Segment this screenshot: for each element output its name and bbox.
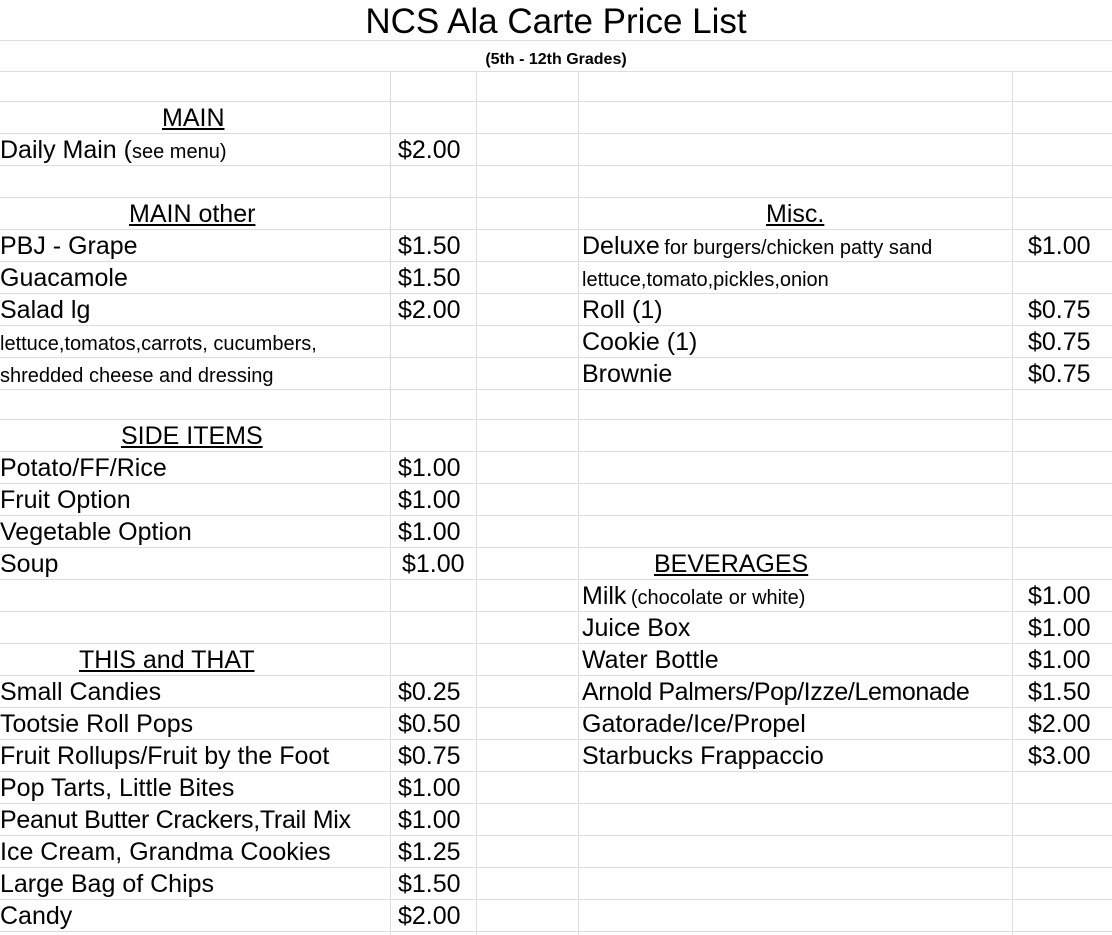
item-note: see menu) xyxy=(131,141,227,163)
grid-line xyxy=(0,835,1112,836)
item-note: (chocolate or white) xyxy=(630,587,806,609)
section-header-side-items: SIDE ITEMS xyxy=(121,422,263,450)
item-price: $1.00 xyxy=(398,454,461,482)
item-name: Daily Main ( xyxy=(0,136,132,164)
grid-line xyxy=(0,899,1112,900)
grid-line xyxy=(0,389,1112,390)
grid-line xyxy=(0,133,1112,134)
page-title: NCS Ala Carte Price List xyxy=(365,2,747,41)
grid-line xyxy=(0,803,1112,804)
item-note: lettuce,tomatos,carrots, cucumbers, xyxy=(0,333,317,355)
item-price: $2.00 xyxy=(398,296,461,324)
item-price: $0.75 xyxy=(1028,328,1091,356)
item-name: Peanut Butter Crackers,Trail Mix xyxy=(0,806,351,834)
item-price: $1.25 xyxy=(398,838,461,866)
item-name: Deluxe xyxy=(582,232,660,260)
item-name: Arnold Palmers/Pop/Izze/Lemonade xyxy=(582,678,970,706)
item-name: Small Candies xyxy=(0,678,162,706)
item-price: $1.00 xyxy=(1028,582,1091,610)
item-name: Vegetable Option xyxy=(0,518,192,546)
item-name: Salad lg xyxy=(0,296,91,324)
item-name: Starbucks Frappaccio xyxy=(582,742,824,770)
item-name: Tootsie Roll Pops xyxy=(0,710,194,738)
item-price: $1.00 xyxy=(398,774,461,802)
item-name: Milk xyxy=(582,582,627,610)
grid-line xyxy=(0,197,1112,198)
item-price: $1.50 xyxy=(398,264,461,292)
menu-item-daily-main xyxy=(0,138,226,163)
item-price: $1.50 xyxy=(1028,678,1091,706)
section-header-this-and-that: THIS and THAT xyxy=(79,646,255,674)
item-price: $0.75 xyxy=(1028,296,1091,324)
menu-item-milk xyxy=(582,584,805,609)
grid-line xyxy=(0,419,1112,420)
item-name: Potato/FF/Rice xyxy=(0,454,167,482)
item-name: Fruit Option xyxy=(0,486,131,514)
item-price: $1.50 xyxy=(398,232,461,260)
grid-line xyxy=(0,611,1112,612)
grid-line xyxy=(0,165,1112,166)
item-name: Fruit Rollups/Fruit by the Foot xyxy=(0,742,330,770)
grid-line xyxy=(0,101,1112,102)
item-name: Brownie xyxy=(582,360,673,388)
item-price: $3.00 xyxy=(1028,742,1091,770)
grid-line xyxy=(0,71,1112,72)
section-header-main: MAIN xyxy=(162,104,225,132)
item-price: $0.50 xyxy=(398,710,461,738)
item-name: Pop Tarts, Little Bites xyxy=(0,774,235,802)
item-name: Ice Cream, Grandma Cookies xyxy=(0,838,331,866)
item-price: $1.00 xyxy=(398,806,461,834)
grid-line xyxy=(0,229,1112,230)
item-name: Candy xyxy=(0,902,73,930)
item-price: $2.00 xyxy=(398,136,461,164)
grid-line xyxy=(0,675,1112,676)
item-note: lettuce,tomato,pickles,onion xyxy=(582,269,829,291)
section-header-misc: Misc. xyxy=(766,200,825,228)
grid-line xyxy=(0,547,1112,548)
grid-line xyxy=(0,643,1112,644)
item-price: $0.25 xyxy=(398,678,461,706)
item-name: Gatorade/Ice/Propel xyxy=(582,710,806,738)
item-price: $1.00 xyxy=(1028,614,1091,642)
item-price: $2.00 xyxy=(398,902,461,930)
item-name: Cookie (1) xyxy=(582,328,698,356)
menu-item-deluxe xyxy=(582,234,932,259)
grid-line xyxy=(0,771,1112,772)
grid-line xyxy=(0,357,1112,358)
item-note: for burgers/chicken patty sand xyxy=(664,237,933,259)
page-subtitle: (5th - 12th Grades) xyxy=(485,51,627,68)
grid-line xyxy=(0,867,1112,868)
grid-line xyxy=(0,483,1112,484)
grid-line xyxy=(0,325,1112,326)
section-header-main-other: MAIN other xyxy=(129,200,256,228)
item-name: Guacamole xyxy=(0,264,128,292)
grid-line xyxy=(578,72,579,935)
item-price: $1.00 xyxy=(1028,232,1091,260)
item-name: Water Bottle xyxy=(582,646,719,674)
item-note: shredded cheese and dressing xyxy=(0,365,274,387)
grid-line xyxy=(390,72,391,935)
grid-line xyxy=(476,72,477,935)
item-price: $0.75 xyxy=(398,742,461,770)
item-name: Juice Box xyxy=(582,614,691,642)
item-price: $1.00 xyxy=(398,486,461,514)
item-name: Soup xyxy=(0,550,59,578)
grid-line xyxy=(1012,72,1013,935)
grid-line xyxy=(0,515,1112,516)
item-name: PBJ - Grape xyxy=(0,232,138,260)
item-price: $1.00 xyxy=(1028,646,1091,674)
item-name: Roll (1) xyxy=(582,296,663,324)
item-name: Large Bag of Chips xyxy=(0,870,215,898)
grid-line xyxy=(0,707,1112,708)
section-header-beverages: BEVERAGES xyxy=(654,550,809,578)
grid-line xyxy=(0,261,1112,262)
item-price: $1.00 xyxy=(402,550,465,578)
grid-line xyxy=(0,451,1112,452)
grid-line xyxy=(0,931,1112,932)
grid-line xyxy=(0,293,1112,294)
grid-line xyxy=(0,579,1112,580)
item-price: $1.00 xyxy=(398,518,461,546)
item-price: $1.50 xyxy=(398,870,461,898)
item-price: $0.75 xyxy=(1028,360,1091,388)
grid-line xyxy=(0,739,1112,740)
item-price: $2.00 xyxy=(1028,710,1091,738)
